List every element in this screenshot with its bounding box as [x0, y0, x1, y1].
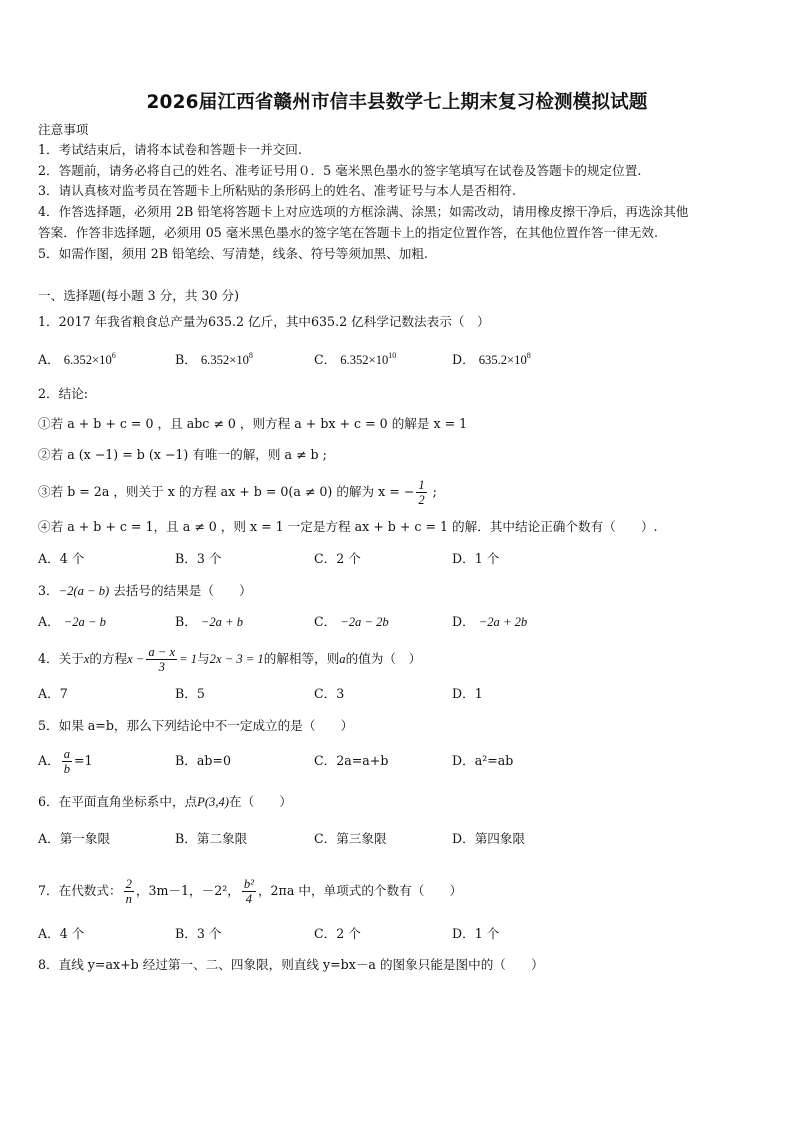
choice-b: B．ab=0 — [175, 753, 231, 768]
notice-item-4: 4．作答选择题，必须用 2B 铅笔将答题卡上对应选项的方框涂满、涂黑；如需改动，请用橡皮擦干净后，再选涂其他 — [38, 204, 689, 219]
choice-b: B．5 — [175, 686, 205, 701]
question-2-statement-4: ④若 a + b + c = 1，且 a ≠ 0 ，则 x = 1 一定是方程 ax + b + c = 1 的解．其中结论正确个数有（ ）. — [38, 519, 658, 534]
choice-c: C．第三象限 — [314, 831, 387, 846]
notice-heading: 注意事项 — [38, 122, 89, 137]
choice-a: A． −2a − b — [38, 614, 106, 629]
choice-d: D．1 个 — [452, 926, 500, 941]
choice-a: A．4 个 — [38, 551, 85, 566]
choice-b: B．第二象限 — [175, 831, 248, 846]
choice-d: D．1 个 — [452, 551, 500, 566]
notice-item-5: 5．如需作图，须用 2B 铅笔绘、写清楚，线条、符号等须加黑、加粗. — [38, 246, 428, 261]
notice-item-1: 1．考试结束后，请将本试卷和答题卡一并交回. — [38, 142, 302, 157]
fraction: $\frac{\text{b²}}{4}$ — [243, 877, 254, 906]
choice-c: C． −2a − 2b — [314, 614, 389, 629]
choice-b: B． $6.352\times 10^8$ — [175, 351, 253, 367]
choice-d: D． $635.2\times 10^8$ — [452, 351, 531, 367]
question-6-stem: 6．在平面直角坐标系中，点P(3,4)在（ ） — [38, 794, 292, 809]
notice-item-2: 2．答题前，请务必将自己的姓名、准考证号用０．5 毫米黑色墨水的签字笔填写在试卷及答题卡的规定位置. — [38, 163, 642, 178]
question-2-stem: 2．结论: — [38, 386, 89, 401]
choice-c: C．2 个 — [314, 926, 361, 941]
question-2-statement-1: ①若 a + b + c = 0 ，且 abc ≠ 0 ，则方程 a + bx + c = 0 的解是 x = 1 — [38, 416, 468, 431]
choice-a: A．4 个 — [38, 926, 85, 941]
choice-c: C．2 个 — [314, 551, 361, 566]
choice-a: A． $\frac{a}{b}$ =1 — [38, 747, 93, 776]
choice-c: C．3 — [314, 686, 345, 701]
notice-item-3: 3．请认真核对监考员在答题卡上所粘贴的条形码上的姓名、准考证号与本人是否相符. — [38, 183, 516, 198]
choice-a: A．7 — [38, 686, 68, 701]
fraction: $\frac{1}{2}$ — [418, 478, 425, 507]
question-3-stem: 3．−2(a − b) 去括号的结果是（ ） — [38, 583, 252, 598]
choice-c: C．2a=a+b — [314, 753, 389, 768]
question-2-statement-3: ③若 b = 2a ，则关于 x 的方程 ax + b = 0(a ≠ 0) 的解为 x = − $\frac{1}{2}$ ; — [38, 478, 437, 507]
choice-d: D．1 — [452, 686, 483, 701]
choice-b: B．3 个 — [175, 926, 222, 941]
choice-b: B．3 个 — [175, 551, 222, 566]
choice-d: D．a²=ab — [452, 753, 514, 768]
question-4-stem: 4．关于x的方程x − $\frac{a - x}{3}$ = 1与2x − 3 = 1的解相等，则a的值为（ ） — [38, 645, 422, 674]
choice-d: D． −2a + 2b — [452, 614, 528, 629]
question-5-stem: 5．如果 a=b，那么下列结论中不一定成立的是（ ） — [38, 718, 354, 733]
question-1-stem: 1．2017 年我省粮食总产量为635.2 亿斤，其中635.2 亿科学记数法表示（ ） — [38, 314, 490, 329]
choice-a: A．第一象限 — [38, 831, 111, 846]
question-7-stem: 7．在代数式： $\frac{2}{n}$ ，3m－1，－2²， $\frac{\text{b²}}{4}$ ，2πa 中，单项式的个数有（ ） — [38, 877, 463, 906]
choice-b: B． −2a + b — [175, 614, 244, 629]
notice-item-4-cont: 答案．作答非选择题，必须用 05 毫米黑色墨水的签字笔在答题卡上的指定位置作答，在其他位置作答一律无效. — [38, 225, 658, 240]
question-8-stem: 8．直线 y=ax+b 经过第一、二、四象限，则直线 y=bx－a 的图象只能是图中的（ ） — [38, 957, 544, 972]
choice-c: C． $6.352\times 10^{10}$ — [314, 351, 397, 367]
fraction: $\frac{a - x}{3}$ — [148, 645, 176, 674]
fraction: $\frac{2}{n}$ — [125, 877, 132, 906]
section-heading: 一、选择题(每小题 3 分，共 30 分) — [38, 288, 240, 303]
choice-d: D．第四象限 — [452, 831, 526, 846]
page-title: 2026届江西省赣州市信丰县数学七上期末复习检测模拟试题 — [146, 92, 648, 113]
choice-a: A． $6.352\times 10^6$ — [38, 351, 116, 367]
question-2-statement-2: ②若 a (x −1) = b (x −1) 有唯一的解，则 a ≠ b ; — [38, 447, 327, 462]
fraction: $\frac{a}{b}$ — [63, 747, 70, 776]
